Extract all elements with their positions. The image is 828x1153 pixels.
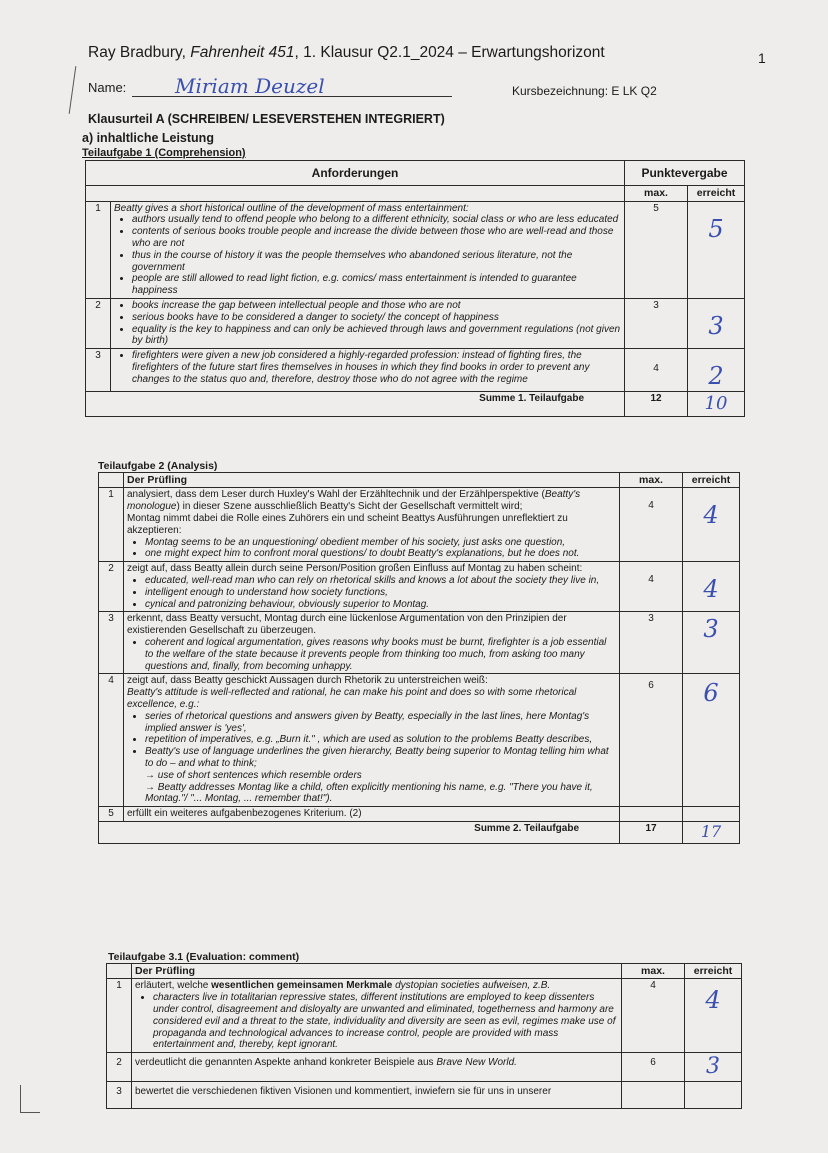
evaluation-table: Der Prüfling max. erreicht 1 erläutert, welche wesentlichen gemeinsamen Merkmale dystopian societies aufweisen, z.B. • characters live in totalitarian repressive states, different institutions are employed to keep dissenters under control, disagreement and disloyalty are unwanted and eliminated, togetherness and harmony are considered evil and a threat to the state, individuality and diversity are seen as evil, regimes make use of propaganda and technological advances to increase control, people are provided with mass entertainment and, thereby, kept ignorant. 4 4 2 verdeutlicht die genannten Aspekte anhand konkreter Beispiele aus Brave New World. 6 3 3 bewertet die verschiedenen fiktiven Visionen und kommentiert, inwiefern sie für uns in unserer (106, 963, 742, 1109)
sum-max: 12 (625, 392, 688, 416)
handwritten-score: 2 (708, 362, 724, 391)
handwritten-name: Miriam Deuzel (175, 74, 325, 98)
list-item: • authors usually tend to offend people who belong to a different ethnicity, social class or who are less educated (132, 214, 621, 226)
subsection-heading: a) inhaltliche Leistung (82, 131, 214, 145)
table-header: Der Prüfling (132, 964, 622, 979)
list-item: • equality is the key to happiness and can only be achieved through laws and government regulations (not given by birth) (132, 324, 621, 348)
list-item: • thus in the course of history it was the people themselves who abandoned serious literature, not the government (132, 250, 621, 274)
handwritten-score: 4 (703, 501, 719, 530)
analysis-table: Der Prüfling max. erreicht 1 analysiert, dass dem Leser durch Huxley's Wahl der Erzähltechnik und der Erzählperspektive (Beatty's monologue) in dieser Szene ausschließlich Beatty's Sicht der Gesellschaft vermittelt wird; Montag nimmt dabei die Rolle eines Zuhörers ein und scheint Beattys Ausführungen unreflektiert zu akzeptieren: • Montag seems to be an unquestioning/ obedient member of his society, just asks one question, • one might expect him to confront moral questions/ to doubt Beatty's explanations, but he does not. 4 4 2 zeigt auf, dass Beatty allein durch seine Person/Position großen Einfluss auf Montag zu haben scheint: • educated, well-read man who can rely on rhetorical skills and knows a lot about the society they live in, • intelligent enough to understand how society functions, • cynical and patronizing behaviour, obviously superior to Montag. 4 4 3 erkennt, dass Beatty versucht, Montag durch eine lückenlose Argumentation von den Prinzipien der existierenden Gesellschaft zu überzeugen. • coherent and logical argumentation, gives reasons why books must be burnt, firefighter is a job essential to the welfare of the state because it prevents people from thinking too much, from asking too many questions and, finally, from becoming unhappy. 3 3 4 zeigt auf, dass Beatty geschickt Aussagen durch Rhetorik zu unterstreichen weiß: Beatty's attitude is well-reflected and rational, he can make his point and does so with some rhetorical excellence, e.g.: • series of rhetorical questions and answers given by Beatty, especially in the last lines, here Montag's implied answer is 'yes', • repetition of imperatives, e.g. „Burn it." , which are used as solution to the problems Beatty describes, • Beatty's use of language underlines the given hierarchy, Beatty being superior to Montag telling him what to do – and what to think; → use of short sentences which resemble orders → Beatty addresses Montag like a child, often explicitly mentioning his name, e.g. "There you have it, Montag."/ "... Montag, ... remember that!"). 6 6 5 erfüllt ein weiteres aufgabenbezogenes Kriterium. (2) Summe 2. Teilaufgabe 17 17 (98, 472, 740, 844)
list-item: • Beatty's use of language underlines the given hierarchy, Beatty being superior to Montag telling him what to do – and what to think; (145, 746, 616, 770)
comprehension-table (85, 160, 745, 417)
list-item: • educated, well-read man who can rely on rhetorical skills and knows a lot about the society they live in, (145, 575, 616, 587)
sum-label: Summe 1. Teilaufgabe (86, 392, 625, 416)
max-header: max. (625, 186, 688, 201)
table-row: 4 zeigt auf, dass Beatty geschickt Aussagen durch Rhetorik zu unterstreichen weiß: Beatty's attitude is well-reflected and rational, he can make his point and does so with some rhetorical excellence, e.g.: • series of rhetorical questions and answers given by Beatty, especially in the last lines, here Montag's implied answer is 'yes', • repetition of imperatives, e.g. „Burn it." , which are used as solution to the problems Beatty describes, • Beatty's use of language underlines the given hierarchy, Beatty being superior to Montag telling him what to do – and what to think; → use of short sentences which resemble orders → Beatty addresses Montag like a child, often explicitly mentioning his name, e.g. "There you have it, Montag."/ "... Montag, ... remember that!"). 6 6 (99, 674, 740, 807)
name-label: Name: (88, 80, 127, 95)
list-item: • firefighters were given a new job considered a highly-regarded profession: instead of fighting fires, the firefighters of the future start fires themselves in houses in which they find books in order to prevent any changes to the status quo and, therefore, destroy those who do not agree with the regime (132, 350, 621, 385)
margin-mark (20, 1112, 40, 1113)
table-row: 1 erläutert, welche wesentlichen gemeinsamen Merkmale dystopian societies aufweisen, z.B. • characters live in totalitarian repressive states, different institutions are employed to keep dissenters under control, disagreement and disloyalty are unwanted and eliminated, togetherness and harmony are considered evil and a threat to the state, individuality and diversity are seen as evil, regimes make use of propaganda and technological advances to increase control, people are provided with mass entertainment and, thereby, kept ignorant. 4 4 (107, 979, 742, 1053)
table-row: 1 analysiert, dass dem Leser durch Huxley's Wahl der Erzähltechnik und der Erzählperspektive (Beatty's monologue) in dieser Szene ausschließlich Beatty's Sicht der Gesellschaft vermittelt wird; Montag nimmt dabei die Rolle eines Zuhörers ein und scheint Beattys Ausführungen unreflektiert zu akzeptieren: • Montag seems to be an unquestioning/ obedient member of his society, just asks one question, • one might expect him to confront moral questions/ to doubt Beatty's explanations, but he does not. 4 4 (99, 488, 740, 562)
list-item: • intelligent enough to understand how society functions, (145, 587, 616, 599)
list-item: • series of rhetorical questions and answers given by Beatty, especially in the last lines, here Montag's implied answer is 'yes', (145, 711, 616, 735)
list-item: • cynical and patronizing behaviour, obviously superior to Montag. (145, 599, 616, 611)
section-heading: Klausurteil A (SCHREIBEN/ LESEVERSTEHEN INTEGRIERT) (88, 112, 445, 126)
task2-heading: Teilaufgabe 2 (Analysis) (98, 460, 218, 472)
list-item: • characters live in totalitarian repressive states, different institutions are employed to keep dissenters under control, disagreement and disloyalty are unwanted and eliminated, togetherness and harmony are considered evil and a threat to the state, individuality and diversity are seen as evil, regimes make use of propaganda and technological advances to increase control, people are provided with mass entertainment and, thereby, kept ignorant. (153, 992, 618, 1051)
table-row: 3 erkennt, dass Beatty versucht, Montag durch eine lückenlose Argumentation von den Prinzipien der existierenden Gesellschaft zu überzeugen. • coherent and logical argumentation, gives reasons why books must be burnt, firefighter is a job essential to the welfare of the state because it prevents people from thinking too much, from asking too many questions and, finally, from becoming unhappy. 3 3 (99, 612, 740, 674)
score-header: erreicht (688, 186, 745, 201)
margin-mark (20, 1085, 21, 1113)
handwritten-score: 4 (705, 986, 721, 1015)
task3-heading: Teilaufgabe 3.1 (Evaluation: comment) (108, 951, 300, 963)
table-row: 5 erfüllt ein weiteres aufgabenbezogenes Kriterium. (2) (99, 807, 740, 822)
list-item: • one might expect him to confront moral questions/ to doubt Beatty's explanations, but he does not. (145, 548, 616, 560)
table-row: 2 verdeutlicht die genannten Aspekte anhand konkreter Beispiele aus Brave New World. 6 3 (107, 1053, 742, 1082)
handwritten-score: 3 (708, 311, 724, 340)
table-row: 2 zeigt auf, dass Beatty allein durch seine Person/Position großen Einfluss auf Montag zu haben scheint: • educated, well-read man who can rely on rhetorical skills and knows a lot about the society they live in, • intelligent enough to understand how society functions, • cynical and patronizing behaviour, obviously superior to Montag. 4 4 (99, 562, 740, 612)
list-item: • serious books have to be considered a danger to society/ the concept of happiness (132, 312, 621, 324)
list-item: • books increase the gap between intellectual people and those who are not (132, 300, 621, 312)
sum-max: 17 (620, 821, 683, 843)
table-row: 3 bewertet die verschiedenen fiktiven Visionen und kommentiert, inwiefern sie für uns in unserer (107, 1082, 742, 1109)
task1-heading: Teilaufgabe 1 (Comprehension) (82, 147, 246, 159)
list-item: • coherent and logical argumentation, gives reasons why books must be burnt, firefighter is a job essential to the welfare of the state because it prevents people from thinking too much, from asking too many questions and, finally, from becoming unhappy. (145, 637, 616, 672)
handwritten-score: 3 (706, 1054, 720, 1080)
handwritten-sum: 10 (704, 393, 728, 415)
points-header: Punktevergabe (625, 161, 745, 186)
list-item: • contents of serious books trouble people and increase the divide between those who are well-read and those who are not (132, 226, 621, 250)
list-item: • Montag seems to be an unquestioning/ obedient member of his society, just asks one question, (145, 537, 616, 549)
handwritten-score: 3 (703, 615, 719, 644)
handwritten-score: 6 (703, 679, 719, 708)
handwritten-score: 4 (703, 575, 719, 604)
table-row: 1 Beatty gives a short historical outline of the development of mass entertainment: • authors usually tend to offend people who belong to a different ethnicity, social class or who are less educated • contents of serious books trouble people and increase the divide between those who are well-read and those who are not • thus in the course of history it was the people themselves who abandoned serious literature, not the government • people are still allowed to read light fiction, e.g. comics/ mass entertainment is intended to guarantee happiness 5 5 (86, 201, 745, 298)
table-row: 3 • firefighters were given a new job considered a highly-regarded profession: instead of fighting fires, the firefighters of the future start fires themselves in houses in which they find books in order to prevent any changes to the status quo and, therefore, destroy those who do not agree with the regime 4 2 (86, 349, 745, 392)
sum-label: Summe 2. Teilaufgabe (99, 821, 620, 843)
table-row: 2 • books increase the gap between intellectual people and those who are not • serious books have to be considered a danger to society/ the concept of happiness • equality is the key to happiness and can only be achieved through laws and government regulations (not given by birth) 3 3 (86, 298, 745, 348)
table-header: Anforderungen (86, 161, 625, 186)
margin-mark (69, 66, 77, 114)
table-header: Der Prüfling (124, 473, 620, 488)
handwritten-sum: 17 (700, 821, 722, 841)
course-label: Kursbezeichnung: E LK Q2 (512, 84, 657, 98)
list-item: • repetition of imperatives, e.g. „Burn it." , which are used as solution to the problems Beatty describes, (145, 734, 616, 746)
document-title: Ray Bradbury, Fahrenheit 451, 1. Klausur Q2.1_2024 – Erwartungshorizont (88, 44, 605, 61)
list-item: • people are still allowed to read light fiction, e.g. comics/ mass entertainment is intended to guarantee happiness (132, 273, 621, 297)
page-number: 1 (758, 50, 766, 66)
handwritten-score: 5 (708, 214, 724, 243)
